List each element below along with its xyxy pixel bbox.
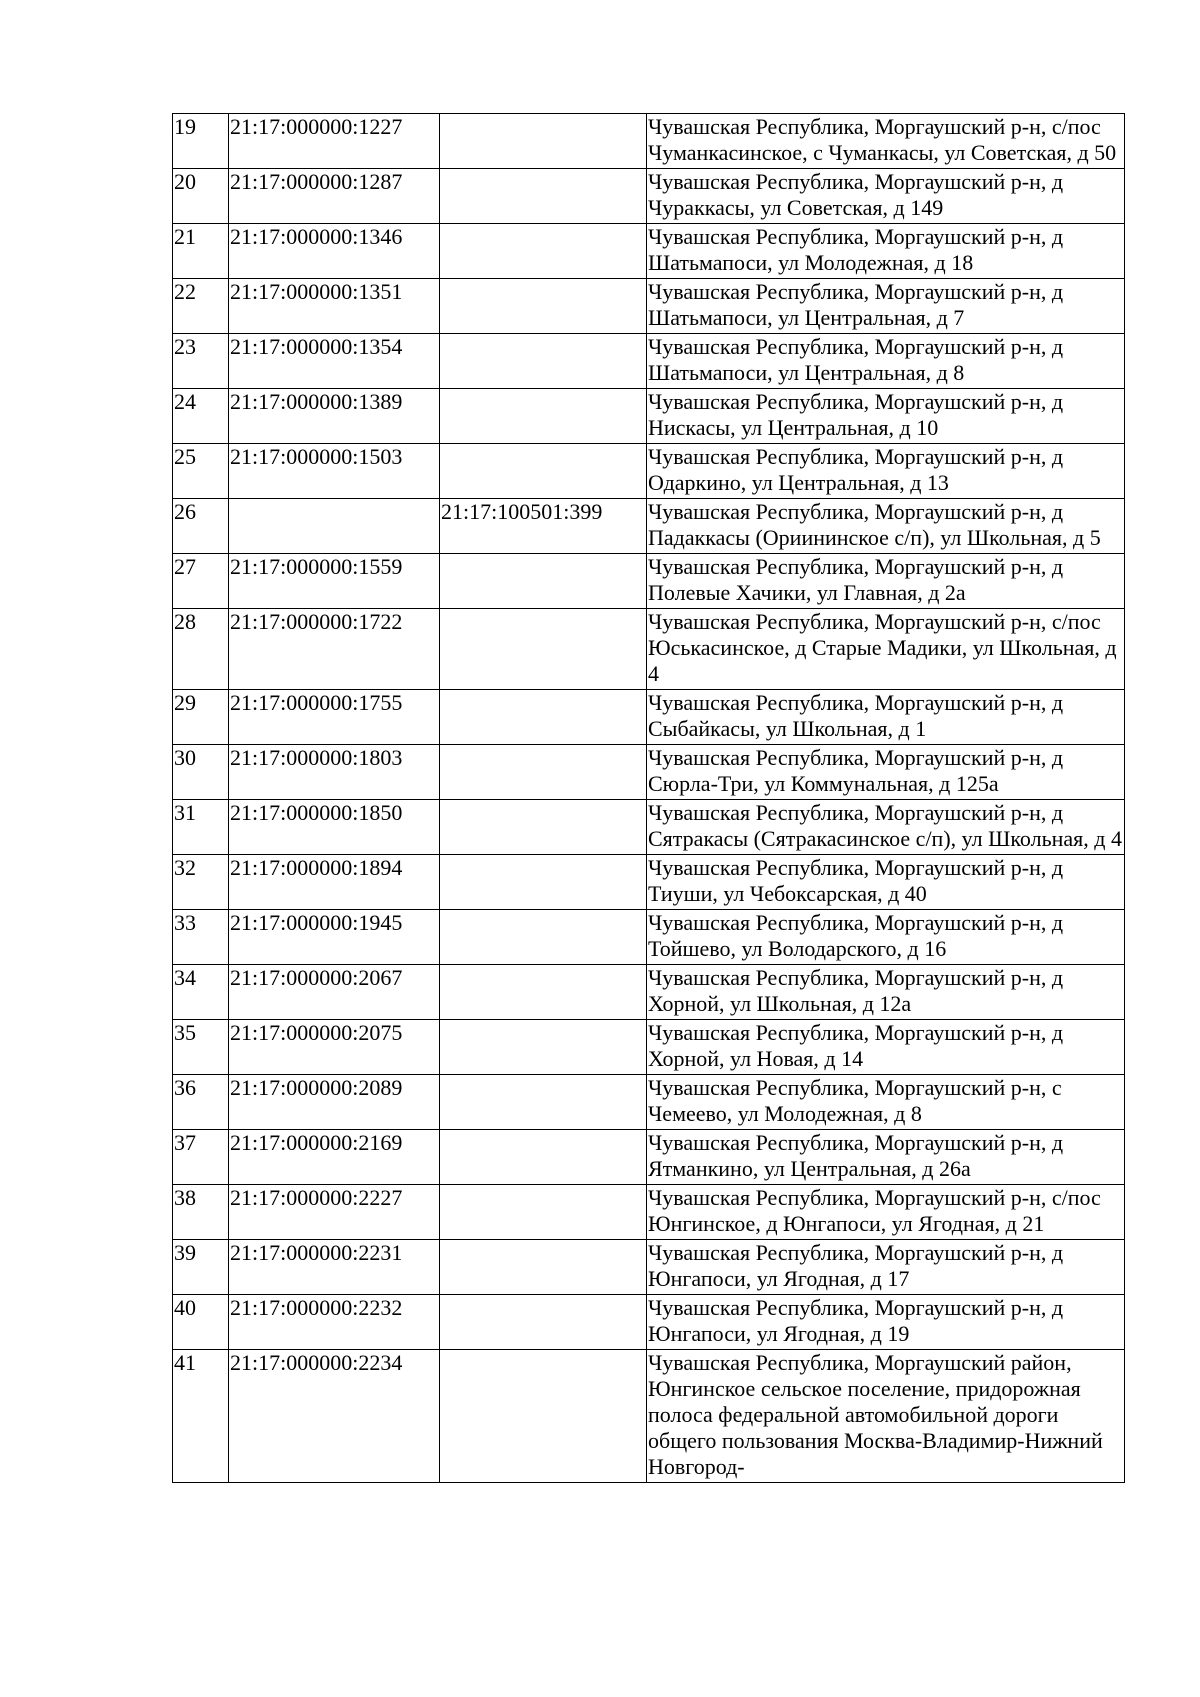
row-number-cell: 20 — [173, 169, 229, 224]
cadastral-number-alt-cell — [440, 1240, 647, 1295]
table-row — [173, 690, 1125, 745]
cadastral-number-cell: 21:17:000000:1503 — [229, 444, 440, 499]
cadastral-number-cell: 21:17:000000:1346 — [229, 224, 440, 279]
cadastral-number-alt-cell — [440, 1020, 647, 1075]
address-cell: Чувашская Республика, Моргаушский р-н, д Тиуши, ул Чебоксарская, д 40 — [647, 855, 1125, 910]
address-cell: Чувашская Республика, Моргаушский р-н, д Хорной, ул Новая, д 14 — [647, 1020, 1125, 1075]
table-row — [173, 1075, 1125, 1130]
row-number-cell: 24 — [173, 389, 229, 444]
address-cell: Чувашская Республика, Моргаушский р-н, д Сыбайкасы, ул Школьная, д 1 — [647, 690, 1125, 745]
row-number-cell: 31 — [173, 800, 229, 855]
cadastral-number-alt-cell — [440, 334, 647, 389]
row-number-cell: 22 — [173, 279, 229, 334]
table-row — [173, 1130, 1125, 1185]
table-row — [173, 554, 1125, 609]
address-cell: Чувашская Республика, Моргаушский р-н, д Сюрла-Три, ул Коммунальная, д 125а — [647, 745, 1125, 800]
row-number-cell: 36 — [173, 1075, 229, 1130]
cadastral-number-cell: 21:17:000000:1945 — [229, 910, 440, 965]
cadastral-number-cell: 21:17:000000:1287 — [229, 169, 440, 224]
cadastral-number-alt-cell — [440, 1130, 647, 1185]
address-cell: Чувашская Республика, Моргаушский р-н, с/пос Юнгинское, д Юнгапоси, ул Ягодная, д 21 — [647, 1185, 1125, 1240]
address-cell: Чувашская Республика, Моргаушский р-н, д Юнгапоси, ул Ягодная, д 17 — [647, 1240, 1125, 1295]
cadastral-number-alt-cell — [440, 800, 647, 855]
address-cell: Чувашская Республика, Моргаушский р-н, д Хорной, ул Школьная, д 12а — [647, 965, 1125, 1020]
property-table — [172, 113, 1125, 1483]
row-number-cell: 33 — [173, 910, 229, 965]
row-number-cell: 19 — [173, 114, 229, 169]
table-row — [173, 745, 1125, 800]
address-cell: Чувашская Республика, Моргаушский р-н, д Чураккасы, ул Советская, д 149 — [647, 169, 1125, 224]
address-cell: Чувашская Республика, Моргаушский р-н, д Полевые Хачики, ул Главная, д 2а — [647, 554, 1125, 609]
cadastral-number-cell: 21:17:000000:1559 — [229, 554, 440, 609]
cadastral-number-alt-cell — [440, 279, 647, 334]
cadastral-number-alt-cell: 21:17:100501:399 — [440, 499, 647, 554]
cadastral-number-alt-cell — [440, 224, 647, 279]
row-number-cell: 23 — [173, 334, 229, 389]
table-row — [173, 1185, 1125, 1240]
cadastral-number-alt-cell — [440, 910, 647, 965]
row-number-cell: 27 — [173, 554, 229, 609]
cadastral-number-cell: 21:17:000000:1850 — [229, 800, 440, 855]
address-cell: Чувашская Республика, Моргаушский р-н, д Тойшево, ул Володарского, д 16 — [647, 910, 1125, 965]
cadastral-number-alt-cell — [440, 1295, 647, 1350]
cadastral-number-cell: 21:17:000000:1389 — [229, 389, 440, 444]
cadastral-number-alt-cell — [440, 444, 647, 499]
address-cell: Чувашская Республика, Моргаушский р-н, с/пос Юськасинское, д Старые Мадики, ул Школьная, д 4 — [647, 609, 1125, 690]
row-number-cell: 30 — [173, 745, 229, 800]
address-cell: Чувашская Республика, Моргаушский р-н, с Чемеево, ул Молодежная, д 8 — [647, 1075, 1125, 1130]
cadastral-number-alt-cell — [440, 1350, 647, 1483]
cadastral-number-alt-cell — [440, 745, 647, 800]
address-cell: Чувашская Республика, Моргаушский р-н, д Шатьмапоси, ул Центральная, д 8 — [647, 334, 1125, 389]
address-cell: Чувашская Республика, Моргаушский р-н, д Ятманкино, ул Центральная, д 26а — [647, 1130, 1125, 1185]
table-row — [173, 1350, 1125, 1483]
cadastral-number-cell: 21:17:000000:1351 — [229, 279, 440, 334]
table-row — [173, 965, 1125, 1020]
address-cell: Чувашская Республика, Моргаушский р-н, с/пос Чуманкасинское, с Чуманкасы, ул Советская, д 50 — [647, 114, 1125, 169]
cadastral-number-cell — [229, 499, 440, 554]
cadastral-number-alt-cell — [440, 1185, 647, 1240]
cadastral-number-cell: 21:17:000000:1803 — [229, 745, 440, 800]
row-number-cell: 39 — [173, 1240, 229, 1295]
cadastral-number-alt-cell — [440, 855, 647, 910]
cadastral-number-alt-cell — [440, 554, 647, 609]
row-number-cell: 40 — [173, 1295, 229, 1350]
cadastral-number-alt-cell — [440, 389, 647, 444]
address-cell: Чувашская Республика, Моргаушский р-н, д Юнгапоси, ул Ягодная, д 19 — [647, 1295, 1125, 1350]
row-number-cell: 41 — [173, 1350, 229, 1483]
cadastral-number-cell: 21:17:000000:2232 — [229, 1295, 440, 1350]
address-cell: Чувашская Республика, Моргаушский р-н, д Шатьмапоси, ул Центральная, д 7 — [647, 279, 1125, 334]
address-cell: Чувашская Республика, Моргаушский район, Юнгинское сельское поселение, придорожная полоса федеральной автомобильной дороги общего пользования Москва-Владимир-Нижний Новгород- — [647, 1350, 1125, 1483]
address-cell: Чувашская Республика, Моргаушский р-н, д Шатьмапоси, ул Молодежная, д 18 — [647, 224, 1125, 279]
address-cell: Чувашская Республика, Моргаушский р-н, д Одаркино, ул Центральная, д 13 — [647, 444, 1125, 499]
table-row — [173, 224, 1125, 279]
row-number-cell: 25 — [173, 444, 229, 499]
cadastral-number-cell: 21:17:000000:1227 — [229, 114, 440, 169]
row-number-cell: 29 — [173, 690, 229, 745]
cadastral-number-cell: 21:17:000000:1354 — [229, 334, 440, 389]
cadastral-number-alt-cell — [440, 114, 647, 169]
cadastral-number-alt-cell — [440, 1075, 647, 1130]
table-row — [173, 609, 1125, 690]
cadastral-number-alt-cell — [440, 609, 647, 690]
property-table-body — [173, 114, 1125, 1483]
cadastral-number-alt-cell — [440, 169, 647, 224]
table-row — [173, 389, 1125, 444]
cadastral-number-cell: 21:17:000000:1894 — [229, 855, 440, 910]
cadastral-number-alt-cell — [440, 690, 647, 745]
table-row — [173, 800, 1125, 855]
row-number-cell: 38 — [173, 1185, 229, 1240]
address-cell: Чувашская Республика, Моргаушский р-н, д Сятракасы (Сятракасинское с/п), ул Школьная, д 4 — [647, 800, 1125, 855]
cadastral-number-cell: 21:17:000000:2169 — [229, 1130, 440, 1185]
cadastral-number-alt-cell — [440, 965, 647, 1020]
table-row — [173, 855, 1125, 910]
table-row — [173, 114, 1125, 169]
cadastral-number-cell: 21:17:000000:2227 — [229, 1185, 440, 1240]
row-number-cell: 37 — [173, 1130, 229, 1185]
table-row — [173, 334, 1125, 389]
table-row — [173, 1240, 1125, 1295]
cadastral-number-cell: 21:17:000000:1722 — [229, 609, 440, 690]
cadastral-number-cell: 21:17:000000:2231 — [229, 1240, 440, 1295]
cadastral-number-cell: 21:17:000000:2089 — [229, 1075, 440, 1130]
row-number-cell: 32 — [173, 855, 229, 910]
address-cell: Чувашская Республика, Моргаушский р-н, д Падаккасы (Ориининское с/п), ул Школьная, д 5 — [647, 499, 1125, 554]
cadastral-number-cell: 21:17:000000:2234 — [229, 1350, 440, 1483]
table-row — [173, 910, 1125, 965]
row-number-cell: 21 — [173, 224, 229, 279]
table-row — [173, 499, 1125, 554]
table-row — [173, 1295, 1125, 1350]
table-row — [173, 444, 1125, 499]
row-number-cell: 35 — [173, 1020, 229, 1075]
row-number-cell: 26 — [173, 499, 229, 554]
table-row — [173, 169, 1125, 224]
cadastral-number-cell: 21:17:000000:1755 — [229, 690, 440, 745]
cadastral-number-cell: 21:17:000000:2067 — [229, 965, 440, 1020]
address-cell: Чувашская Республика, Моргаушский р-н, д Нискасы, ул Центральная, д 10 — [647, 389, 1125, 444]
table-row — [173, 279, 1125, 334]
table-row — [173, 1020, 1125, 1075]
cadastral-number-cell: 21:17:000000:2075 — [229, 1020, 440, 1075]
row-number-cell: 28 — [173, 609, 229, 690]
row-number-cell: 34 — [173, 965, 229, 1020]
